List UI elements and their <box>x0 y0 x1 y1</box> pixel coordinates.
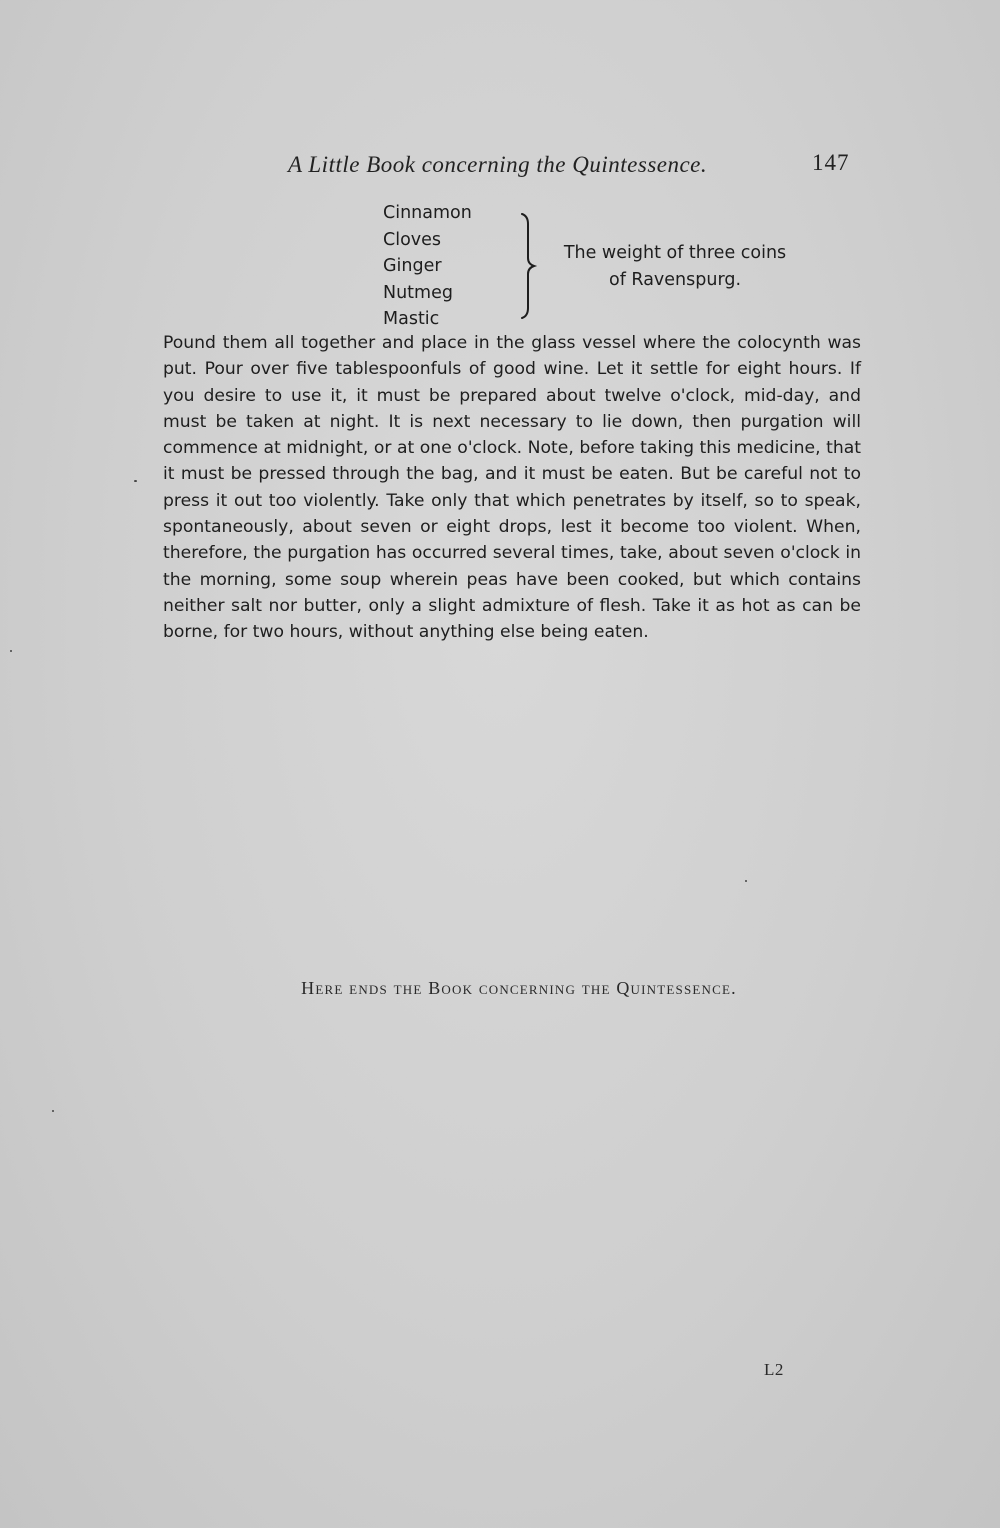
colophon: Here ends the Book concerning the Quintessence. <box>301 978 737 998</box>
paper-speck <box>10 650 12 652</box>
ingredient-item: Cloves <box>383 229 442 250</box>
paper-speck <box>52 1110 54 1112</box>
ingredient-item: Nutmeg <box>383 282 453 303</box>
paper-speck <box>745 880 747 882</box>
paper-speck <box>134 480 137 482</box>
ingredient-item: Ginger <box>383 256 442 276</box>
brace-note: The weight of three coins of Ravenspurg. <box>563 243 787 290</box>
ingredient-list <box>383 200 472 333</box>
curly-brace-icon <box>518 212 540 320</box>
body-paragraph: Pound them all together and place in the glass vessel where the colocynth was put. Pour over five tablespoonfuls of good wine. Let it settle for eight hours. If you desire to use it, it must be prepared about twelve o'clock, mid-day, and must be taken at night. It is next necessary to lie down, then purgation will commence at midnight, or at one o'clock. Note, before taking this medicine, that it must be pressed through the bag, and it must be eaten. But be careful not to press it out too violently. Take only that which penetrates by itself, so to speak, spontaneously, about seven or eight drops, lest it become too violent. When, therefore, the purgation has occurred several times, take, about seven o'clock in the morning, some soup wherein peas have been cooked, but which contains neither salt nor butter, only a slight admixture of flesh. Take it as hot as can be borne, for two hours, without anything else being eaten. <box>163 333 861 643</box>
ingredient-item: Cinnamon <box>383 203 472 223</box>
signature-mark: L2 <box>764 1360 784 1379</box>
page-number: 147 <box>812 150 850 175</box>
running-title: A Little Book concerning the Quintessence. <box>288 152 708 177</box>
ingredient-item: Mastic <box>383 309 440 329</box>
